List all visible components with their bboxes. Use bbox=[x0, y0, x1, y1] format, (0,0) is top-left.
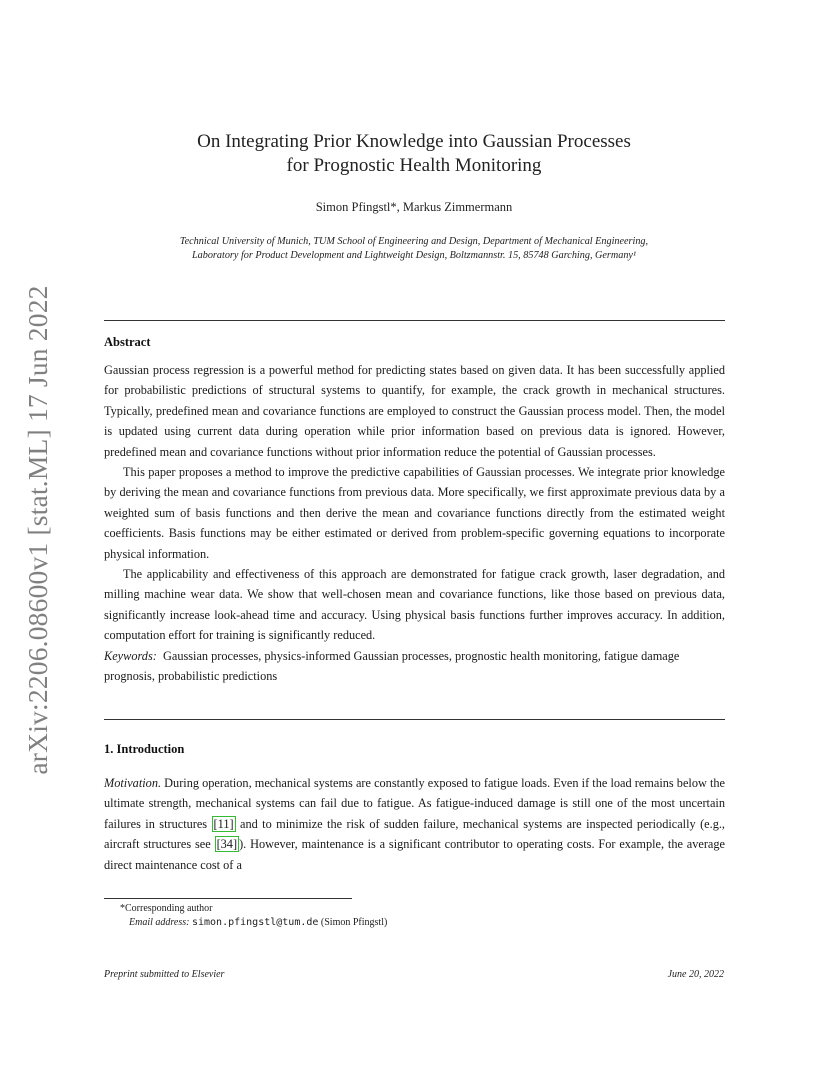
motivation-label: Motivation. bbox=[104, 776, 162, 790]
intro-text: During operation, mechanical systems are constantly exposed to fatigue loads. Even if the load remains below the ultimate strength, mechanical systems can fail due to fatigue. As fatigue-induced damage is still one of the most uncertain failures in structures bbox=[104, 776, 725, 831]
abstract-paragraph: The applicability and effectiveness of this approach are demonstrated for fatigue crack growth, laser degradation, and milling machine wear data. We show that well-chosen mean and covariance functions, like those based on previous data, significantly increase look-ahead time and accuracy. Using physical basis functions further improves accuracy. In addition, computation effort for training is significantly reduced. bbox=[104, 567, 725, 643]
footnote-email bbox=[129, 916, 729, 930]
footer-preprint-note: Preprint submitted to Elsevier bbox=[104, 969, 225, 980]
abstract-paragraph: This paper proposes a method to improve the predictive capabilities of Gaussian processes. We integrate prior knowledge by deriving the mean and covariance functions from previous data. More specifically, we first approximate previous data by a weighted sum of basis functions and then derive the mean and covariance functions directly from the estimated weight coefficients. Basis functions may be either estimated or derived from problem-specific governing equations to incorporate physical information. bbox=[104, 465, 725, 561]
footer-date: June 20, 2022 bbox=[667, 969, 724, 980]
email-owner: (Simon Pfingstl) bbox=[320, 917, 388, 928]
title-line: On Integrating Prior Knowledge into Gaussian Processes bbox=[197, 131, 631, 152]
paper-title bbox=[0, 130, 828, 178]
email-address[interactable]: simon.pfingstl@tum.de bbox=[191, 917, 319, 928]
abstract-bottom-rule bbox=[104, 719, 725, 720]
keywords-text: Gaussian processes, physics-informed Gaussian processes, prognostic health monitoring, fatigue damage prognosis, probabilistic predictions bbox=[104, 648, 680, 684]
introduction-body bbox=[104, 773, 725, 875]
abstract-paragraph: Gaussian process regression is a powerful method for predicting states based on given data. It has been successfully applied for probabilistic predictions of structural systems to quantify, for example, the crack growth in mechanical structures. Typically, predefined mean and covariance functions are employed to construct the Gaussian process model. Then, the model is updated using current data during operation while prior information based on previous data is ignored. However, predefined mean and covariance functions without prior information reduce the potential of Gaussian processes. bbox=[104, 363, 725, 459]
author-list: Simon Pfingstl*, Markus Zimmermann bbox=[315, 200, 513, 214]
affiliation-line: Laboratory for Product Development and Lightweight Design, Boltzmannstr. 15, 85748 Garching, Germany¹ bbox=[191, 250, 636, 261]
arxiv-identifier-stamp: arXiv:2206.08600v1 [stat.ML] 17 Jun 2022 bbox=[22, 285, 53, 775]
introduction-paragraph bbox=[104, 773, 725, 875]
footnote-rule bbox=[104, 898, 352, 899]
intro-text: ). However, maintenance is a significant contributor to operating costs. For example, the average direct maintenance cost of a bbox=[104, 837, 725, 872]
keywords bbox=[104, 646, 725, 687]
citation-link[interactable]: [34] bbox=[216, 837, 238, 852]
title-line: for Prognostic Health Monitoring bbox=[286, 155, 542, 176]
footnote-corresponding: *Corresponding author bbox=[120, 903, 213, 914]
abstract-top-rule bbox=[104, 320, 725, 321]
affiliation-line: Technical University of Munich, TUM School of Engineering and Design, Department of Mechanical Engineering, bbox=[179, 236, 649, 247]
affiliation bbox=[0, 235, 828, 263]
abstract-heading: Abstract bbox=[104, 335, 151, 349]
introduction-heading: 1. Introduction bbox=[104, 742, 185, 756]
email-label: Email address: bbox=[129, 917, 190, 928]
citation-link[interactable]: [11] bbox=[213, 816, 234, 831]
abstract-body bbox=[104, 360, 725, 687]
intro-text: and to minimize the risk of sudden failure, mechanical systems are inspected periodically (e.g., aircraft structures see bbox=[104, 816, 726, 852]
keywords-label: Keywords: bbox=[104, 648, 157, 663]
